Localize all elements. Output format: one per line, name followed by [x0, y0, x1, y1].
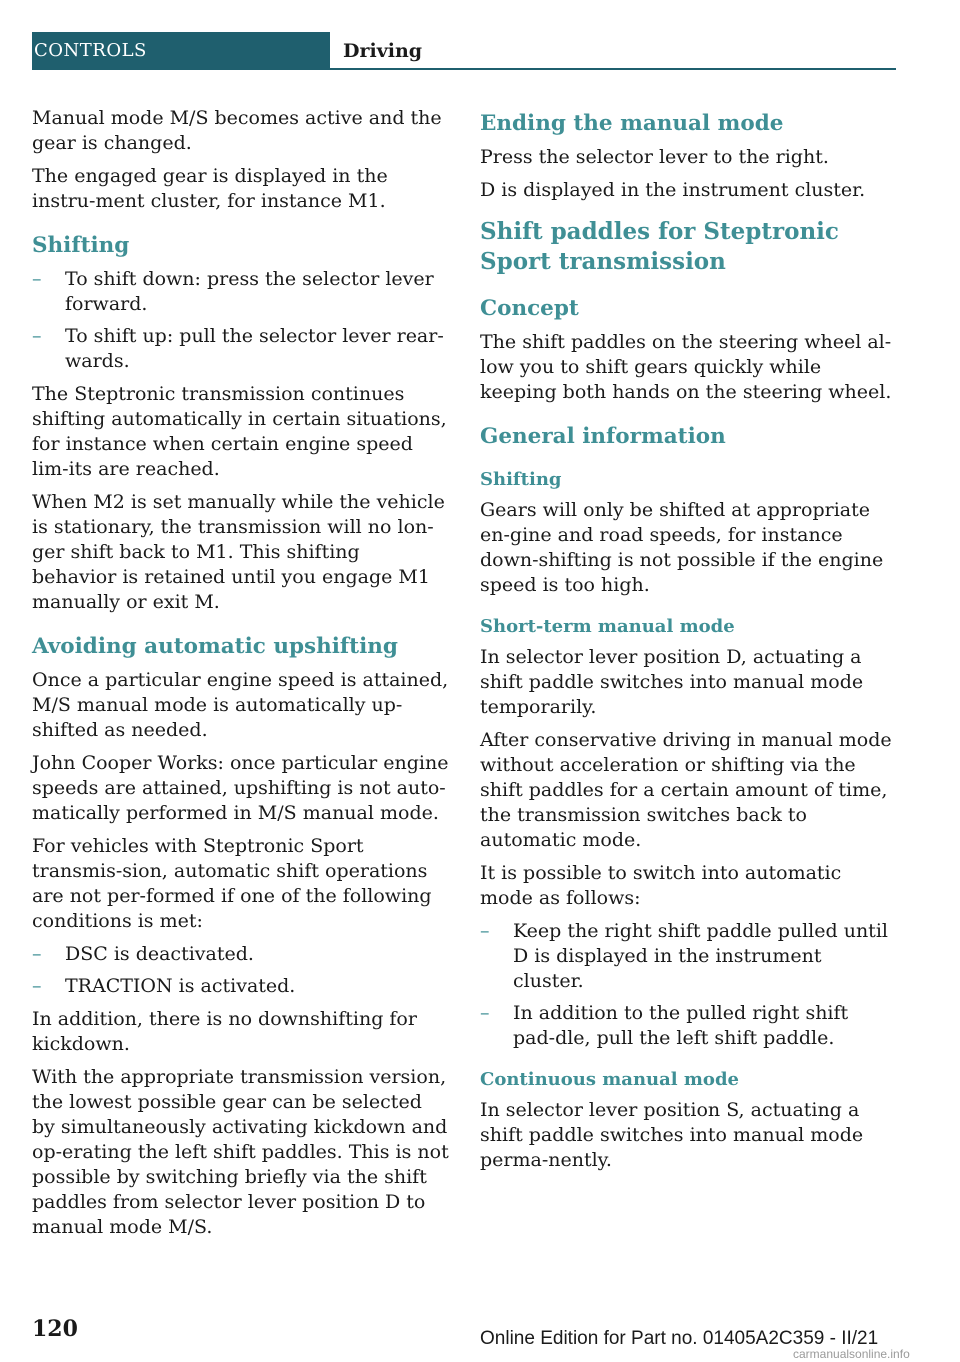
shift-list — [32, 267, 450, 374]
section-tab: CONTROLS — [32, 32, 330, 70]
watermark: carmanualsonline.info — [793, 1347, 910, 1361]
paragraph: In selector lever position D, actuating a shift paddle switches into manual mode temporarily. — [480, 646, 864, 718]
paragraph: When M2 is set manually while the vehicle is stationary, the transmission will no lon‐ger shift back to M1. This shifting behavior is retained until you engage M1 manually or exit M. — [32, 491, 445, 613]
list-item: – To shift down: press the selector lever forward. — [32, 267, 450, 317]
subheading-continuous-manual-mode: Continuous manual mode — [480, 1069, 739, 1090]
paragraph: John Cooper Works: once particular engine speeds are attained, upshifting is not auto‐matically performed in M/S manual mode. — [32, 752, 449, 824]
paragraph: The shift paddles on the steering wheel al‐low you to shift gears quickly while keeping both hands on the steering wheel. — [480, 331, 892, 403]
heading-avoiding-upshifting: Avoiding automatic upshifting — [32, 634, 398, 659]
subheading-short-term-manual-mode: Short-term manual mode — [480, 616, 735, 637]
right-column — [480, 106, 896, 1181]
paragraph: With the appropriate transmission version, the lowest possible gear can be selected by simultaneously activating kickdown and op‐erating the left shift paddles. This is not possible by switching briefly via the shift paddles from selector lever position D to manual mode M/S. — [32, 1066, 449, 1238]
conditions-list — [32, 942, 450, 999]
automatic-mode-list — [480, 919, 896, 1051]
heading-shifting: Shifting — [32, 233, 130, 258]
subheading-shifting: Shifting — [480, 469, 562, 490]
list-item: – Keep the right shift paddle pulled until D is displayed in the instrument cluster. — [480, 919, 896, 994]
paragraph: Once a particular engine speed is attained, M/S manual mode is automatically up‐shifted as needed. — [32, 669, 449, 741]
list-item: – DSC is deactivated. — [32, 942, 450, 967]
paragraph: Gears will only be shifted at appropriate en‐gine and road speeds, for instance down‐shifting is not possible if the engine speed is too high. — [480, 499, 884, 596]
left-column — [32, 106, 450, 1248]
list-item: – To shift up: pull the selector lever rear‐wards. — [32, 324, 450, 374]
paragraph: For vehicles with Steptronic Sport transmis‐sion, automatic shift operations are not per‐formed if one of the following conditions is met: — [32, 835, 432, 932]
paragraph: In selector lever position S, actuating a shift paddle switches into manual mode perma‐nently. — [480, 1099, 864, 1171]
heading-shift-paddles: Shift paddles for Steptronic Sport transmission — [480, 218, 839, 275]
heading-concept: Concept — [480, 296, 579, 321]
list-item: – TRACTION is activated. — [32, 974, 450, 999]
page-number: 120 — [32, 1316, 78, 1342]
heading-ending-manual-mode: Ending the manual mode — [480, 111, 784, 136]
paragraph: It is possible to switch into automatic mode as follows: — [480, 862, 842, 909]
paragraph: After conservative driving in manual mode without acceleration or shifting via the shift paddles for a certain amount of time, the transmission switches back to automatic mode. — [480, 729, 892, 851]
paragraph: D is displayed in the instrument cluster. — [480, 179, 866, 201]
footer-edition: Online Edition for Part no. 01405A2C359 - II/21 — [480, 1328, 879, 1349]
chapter-title: Driving — [343, 40, 423, 62]
heading-general-information: General information — [480, 424, 726, 449]
header-rule — [330, 68, 896, 70]
list-item: – In addition to the pulled right shift pad‐dle, pull the left shift paddle. — [480, 1001, 896, 1051]
page-header — [32, 32, 896, 70]
paragraph: The engaged gear is displayed in the instru‐ment cluster, for instance M1. — [32, 165, 388, 212]
paragraph: Manual mode M/S becomes active and the gear is changed. — [32, 107, 442, 154]
paragraph: Press the selector lever to the right. — [480, 146, 829, 168]
paragraph: In addition, there is no downshifting for kickdown. — [32, 1008, 417, 1055]
paragraph: The Steptronic transmission continues shifting automatically in certain situations, for instance when certain engine speed lim‐its are reached. — [32, 383, 447, 480]
